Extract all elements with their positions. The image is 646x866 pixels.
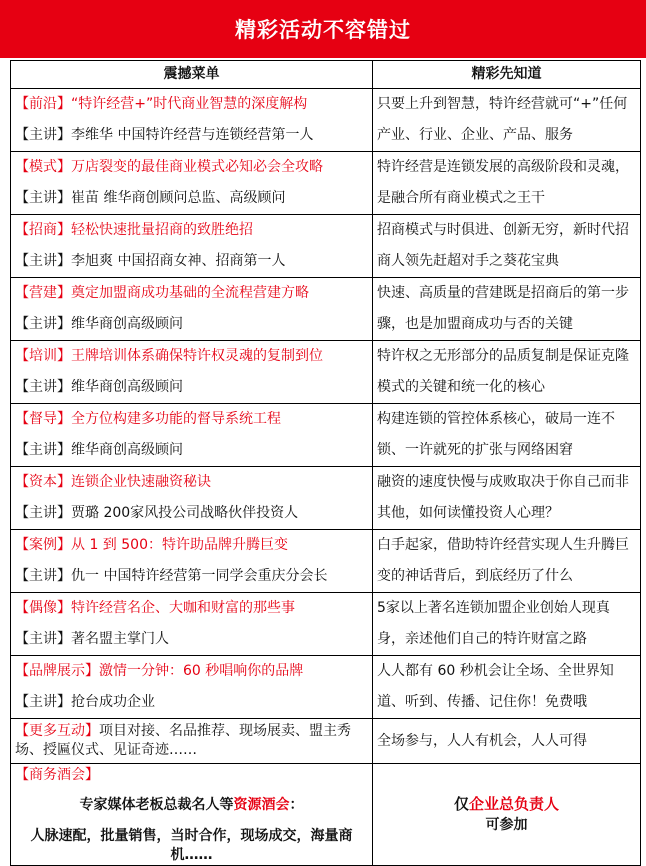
session-desc-cell (373, 278, 641, 341)
session-row (11, 278, 641, 341)
session-desc-cell (373, 89, 641, 152)
speaker-name: 李旭爽 中国招商女神、招商第一人 (71, 253, 286, 269)
session-tag: 【模式】 (15, 159, 71, 175)
session-row (11, 152, 641, 215)
session-cell (11, 404, 373, 467)
session-row (11, 530, 641, 593)
header-preview: 精彩先知道 (373, 61, 641, 89)
session-tag: 【培训】 (15, 348, 71, 364)
session-desc: 5家以上著名连锁加盟企业创始人现真身，亲述他们自己的特许财富之路 (377, 600, 610, 647)
session-topic: 激情一分钟：60 秒唱响你的品牌 (99, 663, 304, 679)
session-desc-cell (373, 530, 641, 593)
session-topic-line (15, 341, 368, 372)
session-topic: 特许经营名企、大咖和财富的那些事 (71, 600, 295, 616)
speaker-name: 贾璐 200家风投公司战略伙伴投资人 (71, 505, 299, 521)
session-cell (11, 530, 373, 593)
session-speaker-line (15, 561, 368, 592)
session-speaker-line (15, 498, 368, 529)
session-desc: 构建连锁的管控体系核心，破局一连不锁、一许就死的扩张与网络困窘 (377, 411, 615, 458)
session-cell (11, 656, 373, 719)
speaker-name: 仇一 中国特许经营第一同学会重庆分会长 (71, 568, 328, 584)
business-row (11, 764, 641, 866)
speaker-label: 【主讲】 (15, 631, 71, 647)
session-topic: 轻松快速批量招商的致胜绝招 (71, 222, 253, 238)
session-topic-line (15, 656, 368, 687)
eligibility-cell (373, 764, 641, 866)
session-topic-line (15, 152, 368, 183)
session-cell (11, 215, 373, 278)
speaker-name: 维华商创高级顾问 (71, 442, 183, 458)
session-desc: 招商模式与时俱进、创新无穷，新时代招商人领先赶超对手之葵花宝典 (377, 222, 629, 269)
header-menu: 震撼菜单 (11, 61, 373, 89)
speaker-name: 抢台成功企业 (71, 694, 155, 710)
speaker-label: 【主讲】 (15, 253, 71, 269)
speaker-name: 维华商创高级顾问 (71, 379, 183, 395)
session-tag: 【资本】 (15, 474, 71, 490)
session-row (11, 215, 641, 278)
session-speaker-line (15, 183, 368, 214)
session-desc-cell (373, 404, 641, 467)
business-line-1 (15, 796, 368, 815)
session-desc: 只要上升到智慧，特许经营就可“+”任何产业、行业、企业、产品、服务 (377, 96, 628, 143)
session-desc-cell (373, 656, 641, 719)
session-speaker-line (15, 372, 368, 403)
session-cell (11, 89, 373, 152)
session-desc: 快速、高质量的营建既是招商后的第一步骤，也是加盟商成功与否的关键 (377, 285, 629, 332)
session-cell (11, 467, 373, 530)
speaker-label: 【主讲】 (15, 379, 71, 395)
session-topic: 从 1 到 500：特许助品牌升腾巨变 (71, 537, 288, 553)
speaker-name: 维华商创高级顾问 (71, 316, 183, 332)
session-topic: 王牌培训体系确保特许权灵魂的复制到位 (71, 348, 323, 364)
eligibility-line-2: 可参加 (485, 817, 528, 834)
session-cell (11, 152, 373, 215)
session-row (11, 404, 641, 467)
session-topic: 万店裂变的最佳商业模式必知必会全攻略 (71, 159, 323, 175)
eligibility-highlight: 企业总负责人 (469, 794, 560, 813)
speaker-name: 李维华 中国特许经营与连锁经营第一人 (71, 127, 314, 143)
session-topic-line (15, 404, 368, 435)
session-row (11, 341, 641, 404)
session-desc-cell (373, 593, 641, 656)
speaker-label: 【主讲】 (15, 505, 71, 521)
session-row (11, 89, 641, 152)
session-desc: 特许经营是连锁发展的高级阶段和灵魂，是融合所有商业模式之王干 (377, 159, 629, 206)
speaker-label: 【主讲】 (15, 442, 71, 458)
session-speaker-line (15, 435, 368, 466)
session-cell (11, 278, 373, 341)
session-desc: 白手起家，借助特许经营实现人生升腾巨变的神话背后，到底经历了什么 (377, 537, 629, 584)
session-desc-cell (373, 152, 641, 215)
eligibility-line-1 (377, 794, 636, 814)
session-cell (11, 341, 373, 404)
session-speaker-line (15, 309, 368, 340)
session-row (11, 467, 641, 530)
session-speaker-line (15, 624, 368, 655)
session-speaker-line (15, 687, 368, 718)
session-topic-line (15, 278, 368, 309)
session-row (11, 593, 641, 656)
speaker-name: 著名盟主掌门人 (71, 631, 169, 647)
more-text: 项目对接、名品推荐、现场展卖、盟主秀场、授匾仪式、见证奇迹…… (15, 723, 351, 758)
more-cell (11, 719, 373, 764)
session-topic-line (15, 530, 368, 561)
session-cell (11, 593, 373, 656)
session-tag: 【案例】 (15, 537, 71, 553)
speaker-label: 【主讲】 (15, 694, 71, 710)
session-tag: 【督导】 (15, 411, 71, 427)
business-highlight: 资源酒会 (233, 797, 290, 813)
session-topic-line (15, 215, 368, 246)
speaker-label: 【主讲】 (15, 316, 71, 332)
business-line-1-post: ： (289, 797, 304, 813)
session-tag: 【营建】 (15, 285, 71, 301)
session-tag: 【偶像】 (15, 600, 71, 616)
speaker-name: 崔苗 维华商创顾问总监、高级顾问 (71, 190, 286, 206)
session-speaker-line (15, 120, 368, 151)
session-topic-line (15, 467, 368, 498)
eligibility-pre: 仅 (453, 794, 469, 813)
session-tag: 【品牌展示】 (15, 663, 99, 679)
session-topic: 全方位构建多功能的督导系统工程 (71, 411, 281, 427)
table-header-row (11, 61, 641, 89)
session-desc: 人人都有 60 秒机会让全场、全世界知道、听到、传播、记住你！免费哦 (377, 663, 614, 710)
session-tag: 【前沿】 (15, 96, 71, 112)
banner-title: 精彩活动不容错过 (0, 0, 646, 58)
event-menu-table (10, 60, 641, 866)
session-row (11, 656, 641, 719)
session-desc-cell (373, 341, 641, 404)
session-desc-cell (373, 467, 641, 530)
speaker-label: 【主讲】 (15, 190, 71, 206)
session-speaker-line (15, 246, 368, 277)
business-cell (11, 764, 373, 866)
business-line-1-pre: 专家媒体老板总裁名人等 (79, 797, 234, 813)
session-topic: 连锁企业快速融资秘诀 (71, 474, 211, 490)
more-desc: 全场参与，人人有机会，人人可得 (373, 719, 641, 764)
speaker-label: 【主讲】 (15, 127, 71, 143)
speaker-label: 【主讲】 (15, 568, 71, 584)
session-topic-line (15, 593, 368, 624)
session-topic-line (15, 89, 368, 120)
business-line-2: 人脉速配，批量销售，当时合作，现场成交，海量商机…… (30, 827, 353, 863)
session-topic: 奠定加盟商成功基础的全流程营建方略 (71, 285, 309, 301)
business-tag: 【商务酒会】 (15, 767, 99, 783)
more-tag: 【更多互动】 (15, 723, 99, 740)
session-desc: 特许权之无形部分的品质复制是保证克隆模式的关键和统一化的核心 (377, 348, 629, 395)
session-topic: “特许经营+”时代商业智慧的深度解构 (71, 96, 308, 112)
more-row (11, 719, 641, 764)
session-tag: 【招商】 (15, 222, 71, 238)
session-desc: 融资的速度快慢与成败取决于你自己而非其他，如何读懂投资人心理？ (377, 474, 629, 521)
session-desc-cell (373, 215, 641, 278)
